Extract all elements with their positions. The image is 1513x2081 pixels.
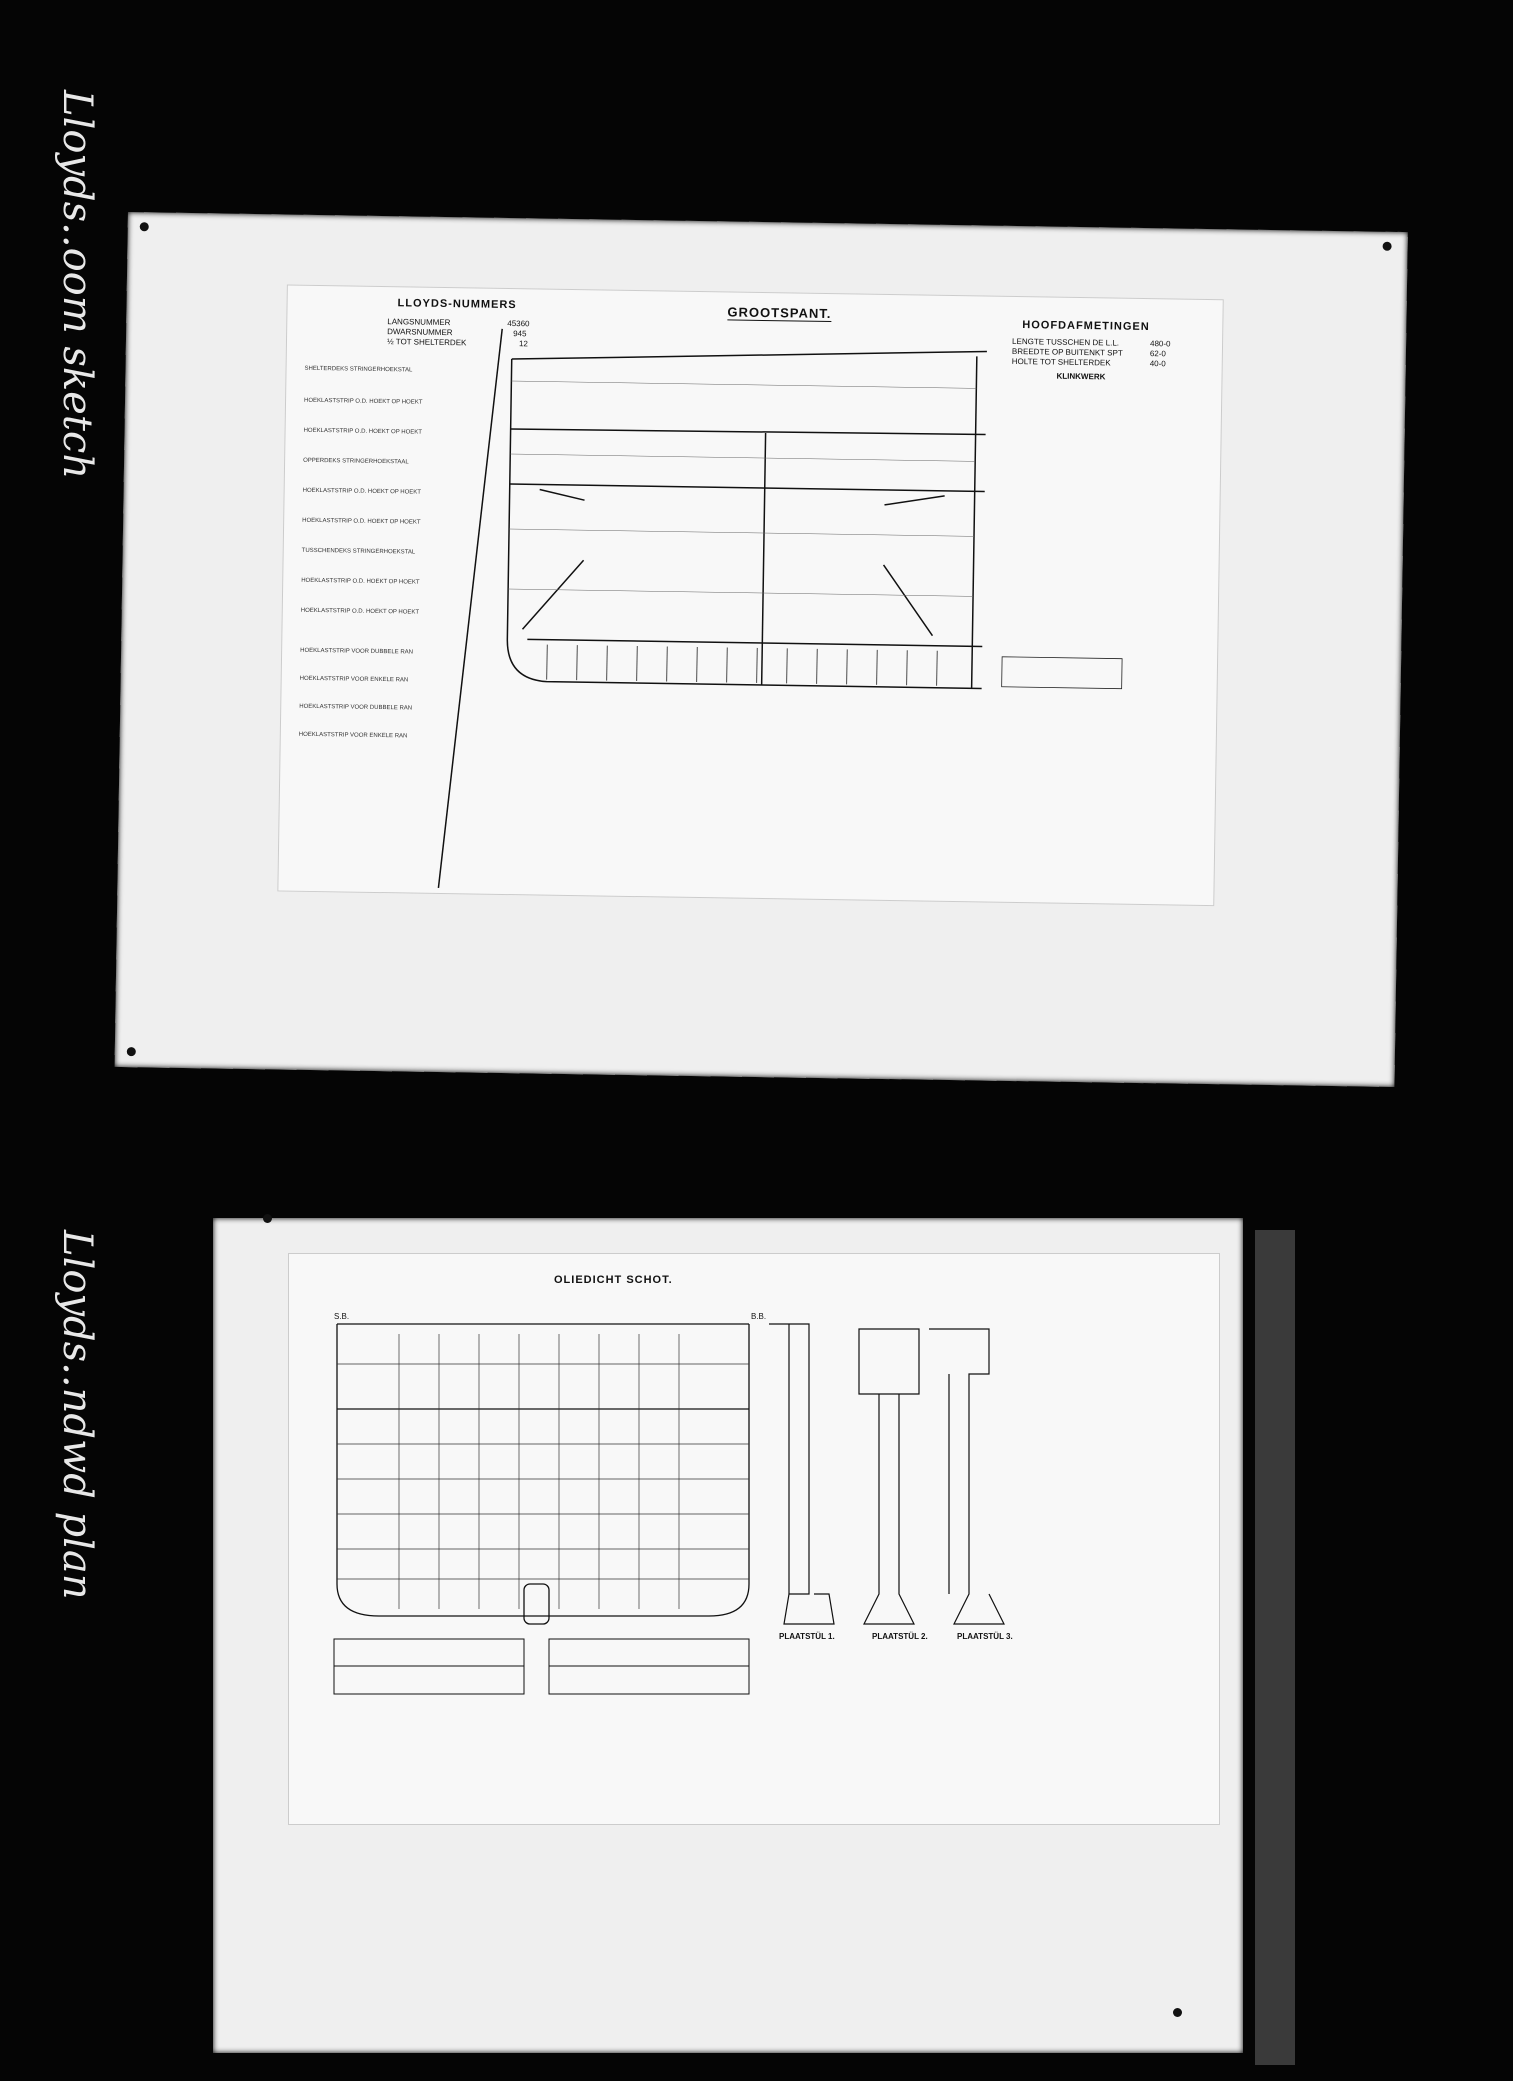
- hoofdafmetingen-title: HOOFDAFMETINGEN: [1022, 319, 1150, 334]
- midship-section-svg: [278, 286, 1222, 906]
- handwriting-lower: Lloyds..ndwd plan: [54, 1230, 100, 1600]
- note: TUSSCHENDEKS STRINGERHOEKSTAL: [301, 547, 416, 556]
- pin: [127, 1047, 136, 1056]
- lloyds-row-label: ½ TOT SHELTERDEK: [386, 337, 467, 348]
- note: HOEKLASTSTRIP O.D. HOEKT OP HOEKT: [304, 397, 423, 406]
- plaatstul-label: PLAATSTÜL 2.: [872, 1632, 928, 1641]
- lloyds-row-value: 45360: [507, 318, 530, 329]
- handwriting-upper: Lloyds..oom sketch: [54, 90, 100, 480]
- grootspant-title: GROOTSPANT.: [727, 304, 832, 322]
- dim-value: 40-0: [1149, 359, 1166, 369]
- note: HOEKLASTSTRIP VOOR DUBBELE RAN: [300, 647, 414, 656]
- bb-label: B.B.: [751, 1312, 767, 1321]
- note: SHELTERDEKS STRINGERHOEKSTAL: [304, 365, 413, 374]
- pin: [140, 222, 149, 231]
- oliedicht-schot-drawing: [288, 1253, 1220, 1825]
- note: HOEKLASTSTRIP O.D. HOEKT OP HOEKT: [301, 577, 420, 586]
- note: HOEKLASTSTRIP O.D. HOEKT OP HOEKT: [302, 517, 421, 526]
- frame-strip: [1255, 1230, 1295, 2065]
- grootspant-drawing: [277, 285, 1223, 907]
- lloyds-row-value: 945: [513, 329, 527, 339]
- note: HOEKLASTSTRIP VOOR DUBBELE RAN: [299, 703, 413, 712]
- plaatstul-label: PLAATSTÜL 3.: [957, 1632, 1013, 1641]
- dim-label: HOLTE TOT SHELTERDEK: [1011, 356, 1111, 368]
- upper-sheet: [115, 212, 1408, 1087]
- lloyds-row-label: DWARSNUMMER: [387, 327, 453, 338]
- note: HOEKLASTSTRIP O.D. HOEKT OP HOEKT: [302, 487, 422, 496]
- pin: [1173, 2008, 1182, 2017]
- lloyds-title: LLOYDS-NUMMERS: [397, 297, 517, 312]
- note: OPPERDEKS STRINGERHOEKSTAAL: [303, 457, 409, 466]
- dim-value: 62-0: [1149, 349, 1166, 359]
- oliedicht-title: OLIEDICHT SCHOT.: [554, 1274, 673, 1286]
- note: HOEKLASTSTRIP O.D. HOEKT OP HOEKT: [303, 427, 422, 436]
- pin: [1383, 242, 1392, 251]
- lloyds-row-label: LANGSNUMMER: [387, 317, 451, 328]
- note: HOEKLASTSTRIP O.D. HOEKT OP HOEKT: [300, 607, 420, 616]
- dim-label: LENGTE TUSSCHEN DE L.L.: [1012, 336, 1120, 348]
- plaatstul-label: PLAATSTÜL 1.: [779, 1632, 835, 1641]
- klinkwerk-title: KLINKWERK: [1056, 371, 1106, 382]
- bulkhead-svg: [289, 1254, 1219, 1824]
- note: HOEKLASTSTRIP VOOR ENKELE RAN: [298, 731, 408, 740]
- dim-value: 480-0: [1149, 339, 1171, 349]
- lower-sheet: [213, 1218, 1243, 2053]
- lloyds-row-value: 12: [518, 339, 528, 349]
- sb-label: S.B.: [334, 1312, 350, 1321]
- pin: [263, 1214, 272, 1223]
- dim-label: BREEDTE OP BUITENKT SPT: [1011, 346, 1123, 358]
- note: HOEKLASTSTRIP VOOR ENKELE RAN: [299, 675, 409, 684]
